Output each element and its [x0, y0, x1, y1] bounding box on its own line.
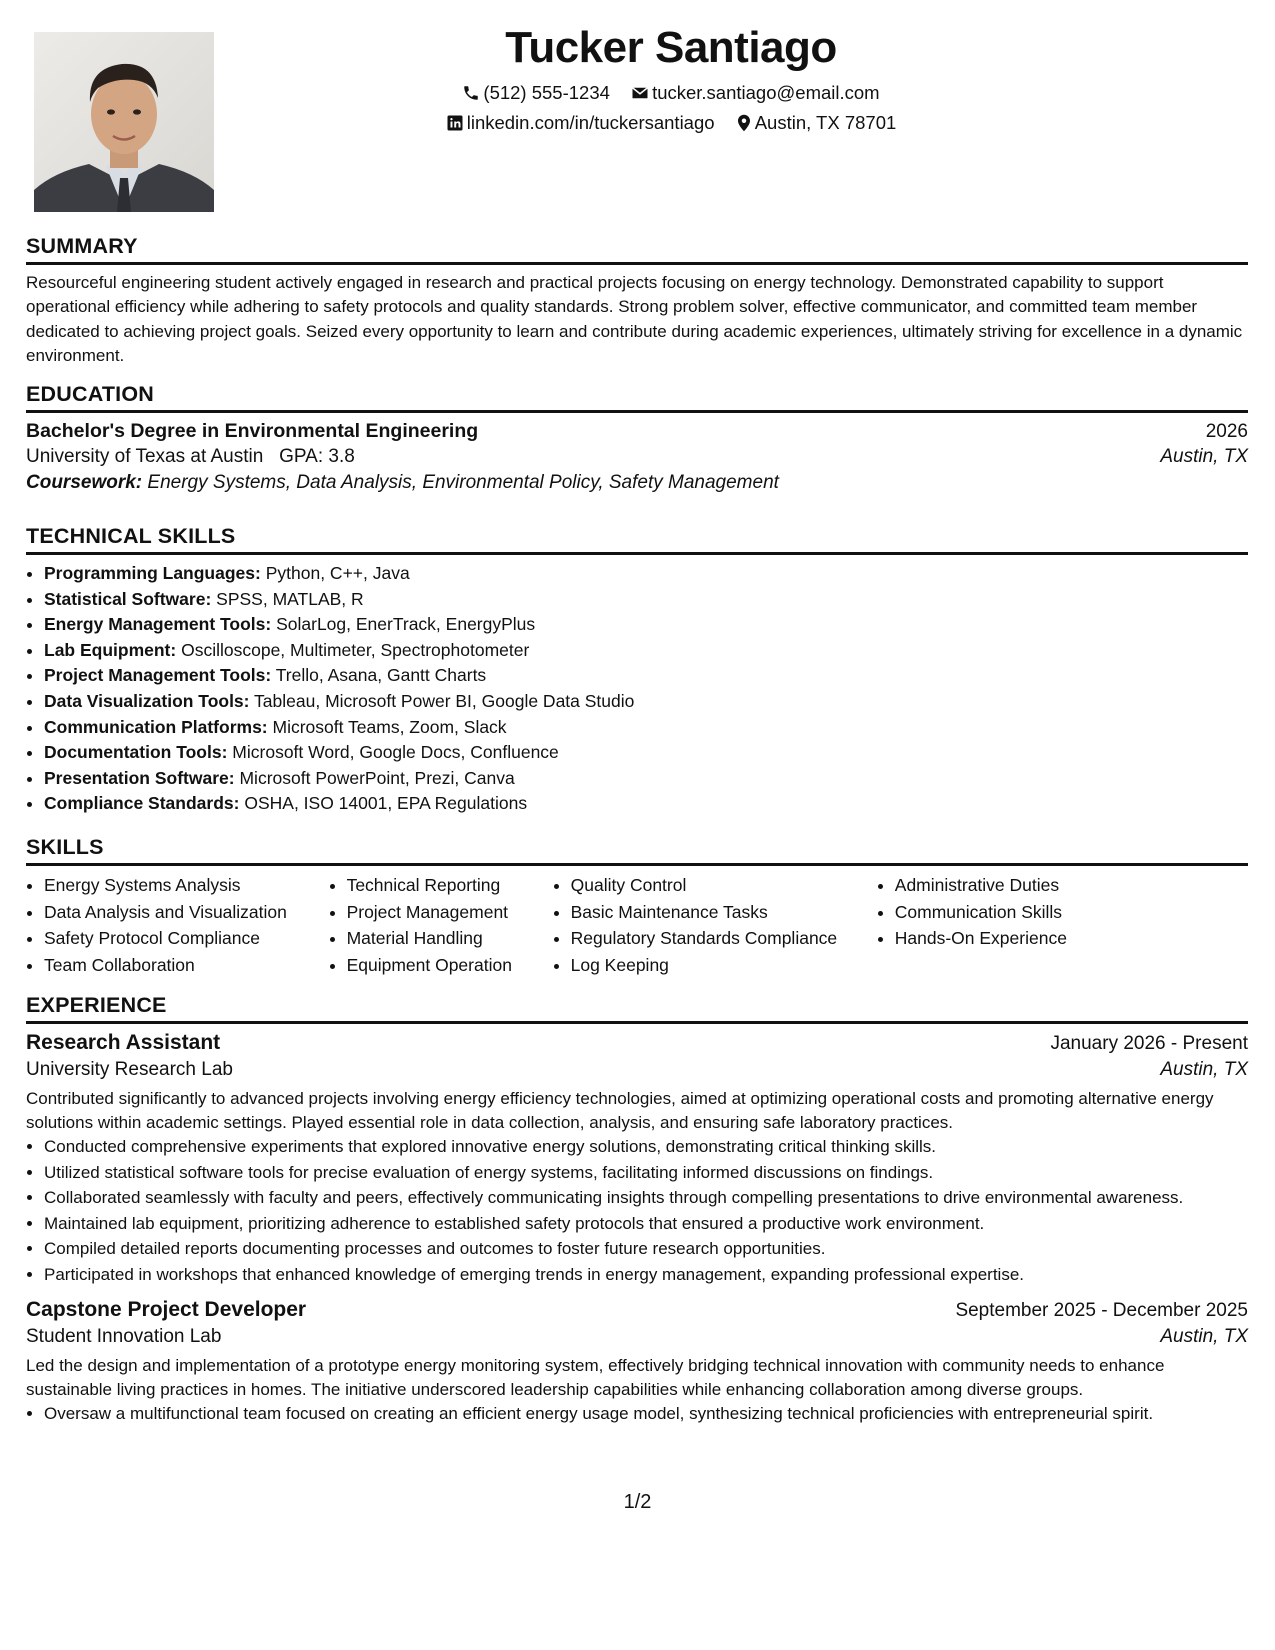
list-item: • Utilized statistical software tools for precise evaluation of energy systems, facilitating informed discussions on findings.: [44, 1161, 1248, 1185]
list-item: [44, 663, 1248, 689]
envelope-icon: [631, 84, 649, 102]
job-dates: January 2026 - Present: [1050, 1033, 1248, 1054]
education-section: [26, 380, 1248, 494]
job-organization: Student Innovation Lab: [26, 1326, 222, 1347]
skill-label: Presentation Software:: [44, 767, 235, 788]
school-name: University of Texas at Austin: [26, 446, 264, 467]
linkedin-icon: [446, 114, 464, 132]
list-item: • Conducted comprehensive experiments that explored innovative energy solutions, demonstrating critical thinking skills.: [44, 1135, 1248, 1159]
list-item: • Administrative Duties: [895, 872, 1248, 899]
skill-label: Data Visualization Tools:: [44, 690, 250, 711]
skill-value: SPSS, MATLAB, R: [216, 588, 364, 609]
education-row-1: [26, 420, 1248, 443]
list-item: • Participated in workshops that enhanced knowledge of emerging trends in energy management, expanding professional expertise.: [44, 1263, 1248, 1287]
job-location: Austin, TX: [1160, 1059, 1248, 1080]
map-pin-icon: [736, 114, 752, 132]
list-item: • Energy Systems Analysis: [44, 872, 329, 899]
location-item: [736, 110, 897, 136]
skill-value: Tableau, Microsoft Power BI, Google Data Studio: [254, 690, 635, 711]
coursework-list: Energy Systems, Data Analysis, Environmental Policy, Safety Management: [147, 472, 779, 493]
list-item: • Compiled detailed reports documenting processes and outcomes to foster future research opportunities.: [44, 1237, 1248, 1261]
skill-label: Communication Platforms:: [44, 716, 268, 737]
job-description: Led the design and implementation of a prototype energy monitoring system, effectively bridging technical innovation with community needs to enhance sustainable living practices in homes. The initiative underscored leadership capabilities while enhancing collaboration among diverse groups.: [26, 1356, 1165, 1399]
contact-row-2: [226, 110, 1116, 136]
list-item: • Project Management: [347, 899, 553, 926]
skill-value: Microsoft Word, Google Docs, Confluence: [232, 742, 559, 763]
education-row-2: [26, 446, 1248, 468]
skill-label: Energy Management Tools:: [44, 614, 272, 635]
job-header: [26, 1298, 1248, 1322]
skill-value: Oscilloscope, Multimeter, Spectrophotometer: [181, 639, 530, 660]
skills-column-4: [877, 872, 1248, 978]
resume-header: [226, 20, 1116, 136]
list-item: • Hands-On Experience: [895, 925, 1248, 952]
skill-value: Microsoft PowerPoint, Prezi, Canva: [239, 767, 515, 788]
list-item: • Regulatory Standards Compliance: [571, 925, 877, 952]
page-number: 1/2: [623, 1491, 652, 1513]
list-item: • Basic Maintenance Tasks: [571, 899, 877, 926]
list-item: [44, 561, 1248, 587]
phone-item: [462, 80, 610, 106]
skill-label: Compliance Standards:: [44, 793, 240, 814]
list-item: • Data Analysis and Visualization: [44, 899, 329, 926]
list-item: • Technical Reporting: [347, 872, 553, 899]
job-bullets: [26, 1402, 1248, 1426]
linkedin-item[interactable]: [446, 110, 715, 136]
degree-name: Bachelor's Degree in Environmental Engineering: [26, 420, 479, 442]
profile-photo: [34, 32, 214, 212]
technical-skills-list: [26, 561, 1248, 817]
coursework: [26, 472, 1248, 494]
list-item: [44, 587, 1248, 613]
skills-column-3: [553, 872, 877, 978]
summary-text: Resourceful engineering student actively engaged in research and practical projects focusing on energy technology. Demonstrated capability to support operational efficiency while adhering to safety protocols and quality standards. Strong problem solver, effective communicator, and committed team member dedicated to achieving project goals. Seized every opportunity to learn and contribute during academic experiences, ultimately striving for excellence in a dynamic environment.: [26, 273, 1243, 365]
skills-section: [26, 833, 1248, 978]
list-item: • Team Collaboration: [44, 952, 329, 979]
section-divider: [26, 262, 1248, 265]
school-info: [26, 446, 355, 468]
phone-text: (512) 555-1234: [483, 82, 610, 103]
job-location: Austin, TX: [1160, 1326, 1248, 1347]
list-item: • Quality Control: [571, 872, 877, 899]
contact-row-1: [226, 80, 1116, 106]
job-header: [26, 1031, 1248, 1055]
job-entry: [26, 1298, 1248, 1426]
school-location: Austin, TX: [1160, 446, 1248, 467]
list-item: [44, 689, 1248, 715]
skill-value: Python, C++, Java: [265, 563, 410, 583]
skills-column-2: [329, 872, 553, 978]
portrait-image: [34, 32, 214, 212]
list-item: [44, 766, 1248, 792]
job-org-row: [26, 1326, 1248, 1348]
email-text[interactable]: tucker.santiago@email.com: [652, 82, 880, 103]
skill-value: OSHA, ISO 14001, EPA Regulations: [244, 793, 528, 814]
skill-label: Statistical Software:: [44, 588, 212, 609]
list-item: [44, 715, 1248, 741]
list-item: • Equipment Operation: [347, 952, 553, 979]
skill-value: Trello, Asana, Gantt Charts: [275, 665, 487, 686]
skill-label: Programming Languages:: [44, 563, 261, 583]
list-item: [44, 612, 1248, 638]
phone-icon: [462, 84, 480, 102]
skill-value: SolarLog, EnerTrack, EnergyPlus: [276, 614, 536, 635]
job-bullets: [26, 1135, 1248, 1286]
section-title: TECHNICAL SKILLS: [26, 524, 236, 548]
experience-section: [26, 991, 1248, 1426]
skill-label: Documentation Tools:: [44, 742, 228, 763]
list-item: • Maintained lab equipment, prioritizing adherence to established safety protocols that ensured a productive work environment.: [44, 1212, 1248, 1236]
job-organization: University Research Lab: [26, 1059, 233, 1080]
list-item: [44, 638, 1248, 664]
list-item: [44, 791, 1248, 817]
section-title: EXPERIENCE: [26, 993, 167, 1017]
section-divider: [26, 1021, 1248, 1024]
job-entry: [26, 1031, 1248, 1286]
job-title: Research Assistant: [26, 1031, 221, 1054]
section-divider: [26, 410, 1248, 413]
list-item: • Oversaw a multifunctional team focused on creating an efficient energy usage model, synthesizing technical proficiencies with entrepreneurial spirit.: [44, 1402, 1248, 1426]
summary-section: [26, 232, 1248, 368]
list-item: • Log Keeping: [571, 952, 877, 979]
skill-value: Microsoft Teams, Zoom, Slack: [272, 716, 507, 737]
skills-column-1: [26, 872, 329, 978]
coursework-label: Coursework:: [26, 472, 143, 493]
linkedin-text[interactable]: linkedin.com/in/tuckersantiago: [466, 112, 715, 133]
job-org-row: [26, 1059, 1248, 1081]
location-text: Austin, TX 78701: [754, 112, 897, 133]
skills-grid: [26, 872, 1248, 978]
graduation-year: 2026: [1205, 421, 1248, 442]
section-title: EDUCATION: [26, 382, 155, 406]
job-description: Contributed significantly to advanced projects involving energy efficiency technologies, aimed at optimizing operational costs and promoting alternative energy solutions within academic settings. Played essential role in data collection, analysis, and ensuring safe laboratory practices.: [26, 1089, 1214, 1132]
candidate-name: Tucker Santiago: [505, 23, 837, 72]
list-item: [44, 740, 1248, 766]
section-title: SKILLS: [26, 835, 104, 859]
job-title: Capstone Project Developer: [26, 1298, 307, 1321]
section-divider: [26, 863, 1248, 866]
section-title: SUMMARY: [26, 234, 138, 258]
skill-label: Lab Equipment:: [44, 639, 177, 660]
list-item: • Collaborated seamlessly with faculty and peers, effectively communicating insights through compelling presentations to drive environmental awareness.: [44, 1186, 1248, 1210]
list-item: • Safety Protocol Compliance: [44, 925, 329, 952]
skill-label: Project Management Tools:: [44, 665, 272, 686]
resume-page: [26, 0, 1248, 1650]
list-item: • Communication Skills: [895, 899, 1248, 926]
gpa: GPA: 3.8: [279, 446, 355, 467]
email-item[interactable]: [631, 80, 880, 106]
section-divider: [26, 552, 1248, 555]
list-item: • Material Handling: [347, 925, 553, 952]
technical-skills-section: [26, 522, 1248, 817]
job-dates: September 2025 - December 2025: [955, 1300, 1248, 1321]
